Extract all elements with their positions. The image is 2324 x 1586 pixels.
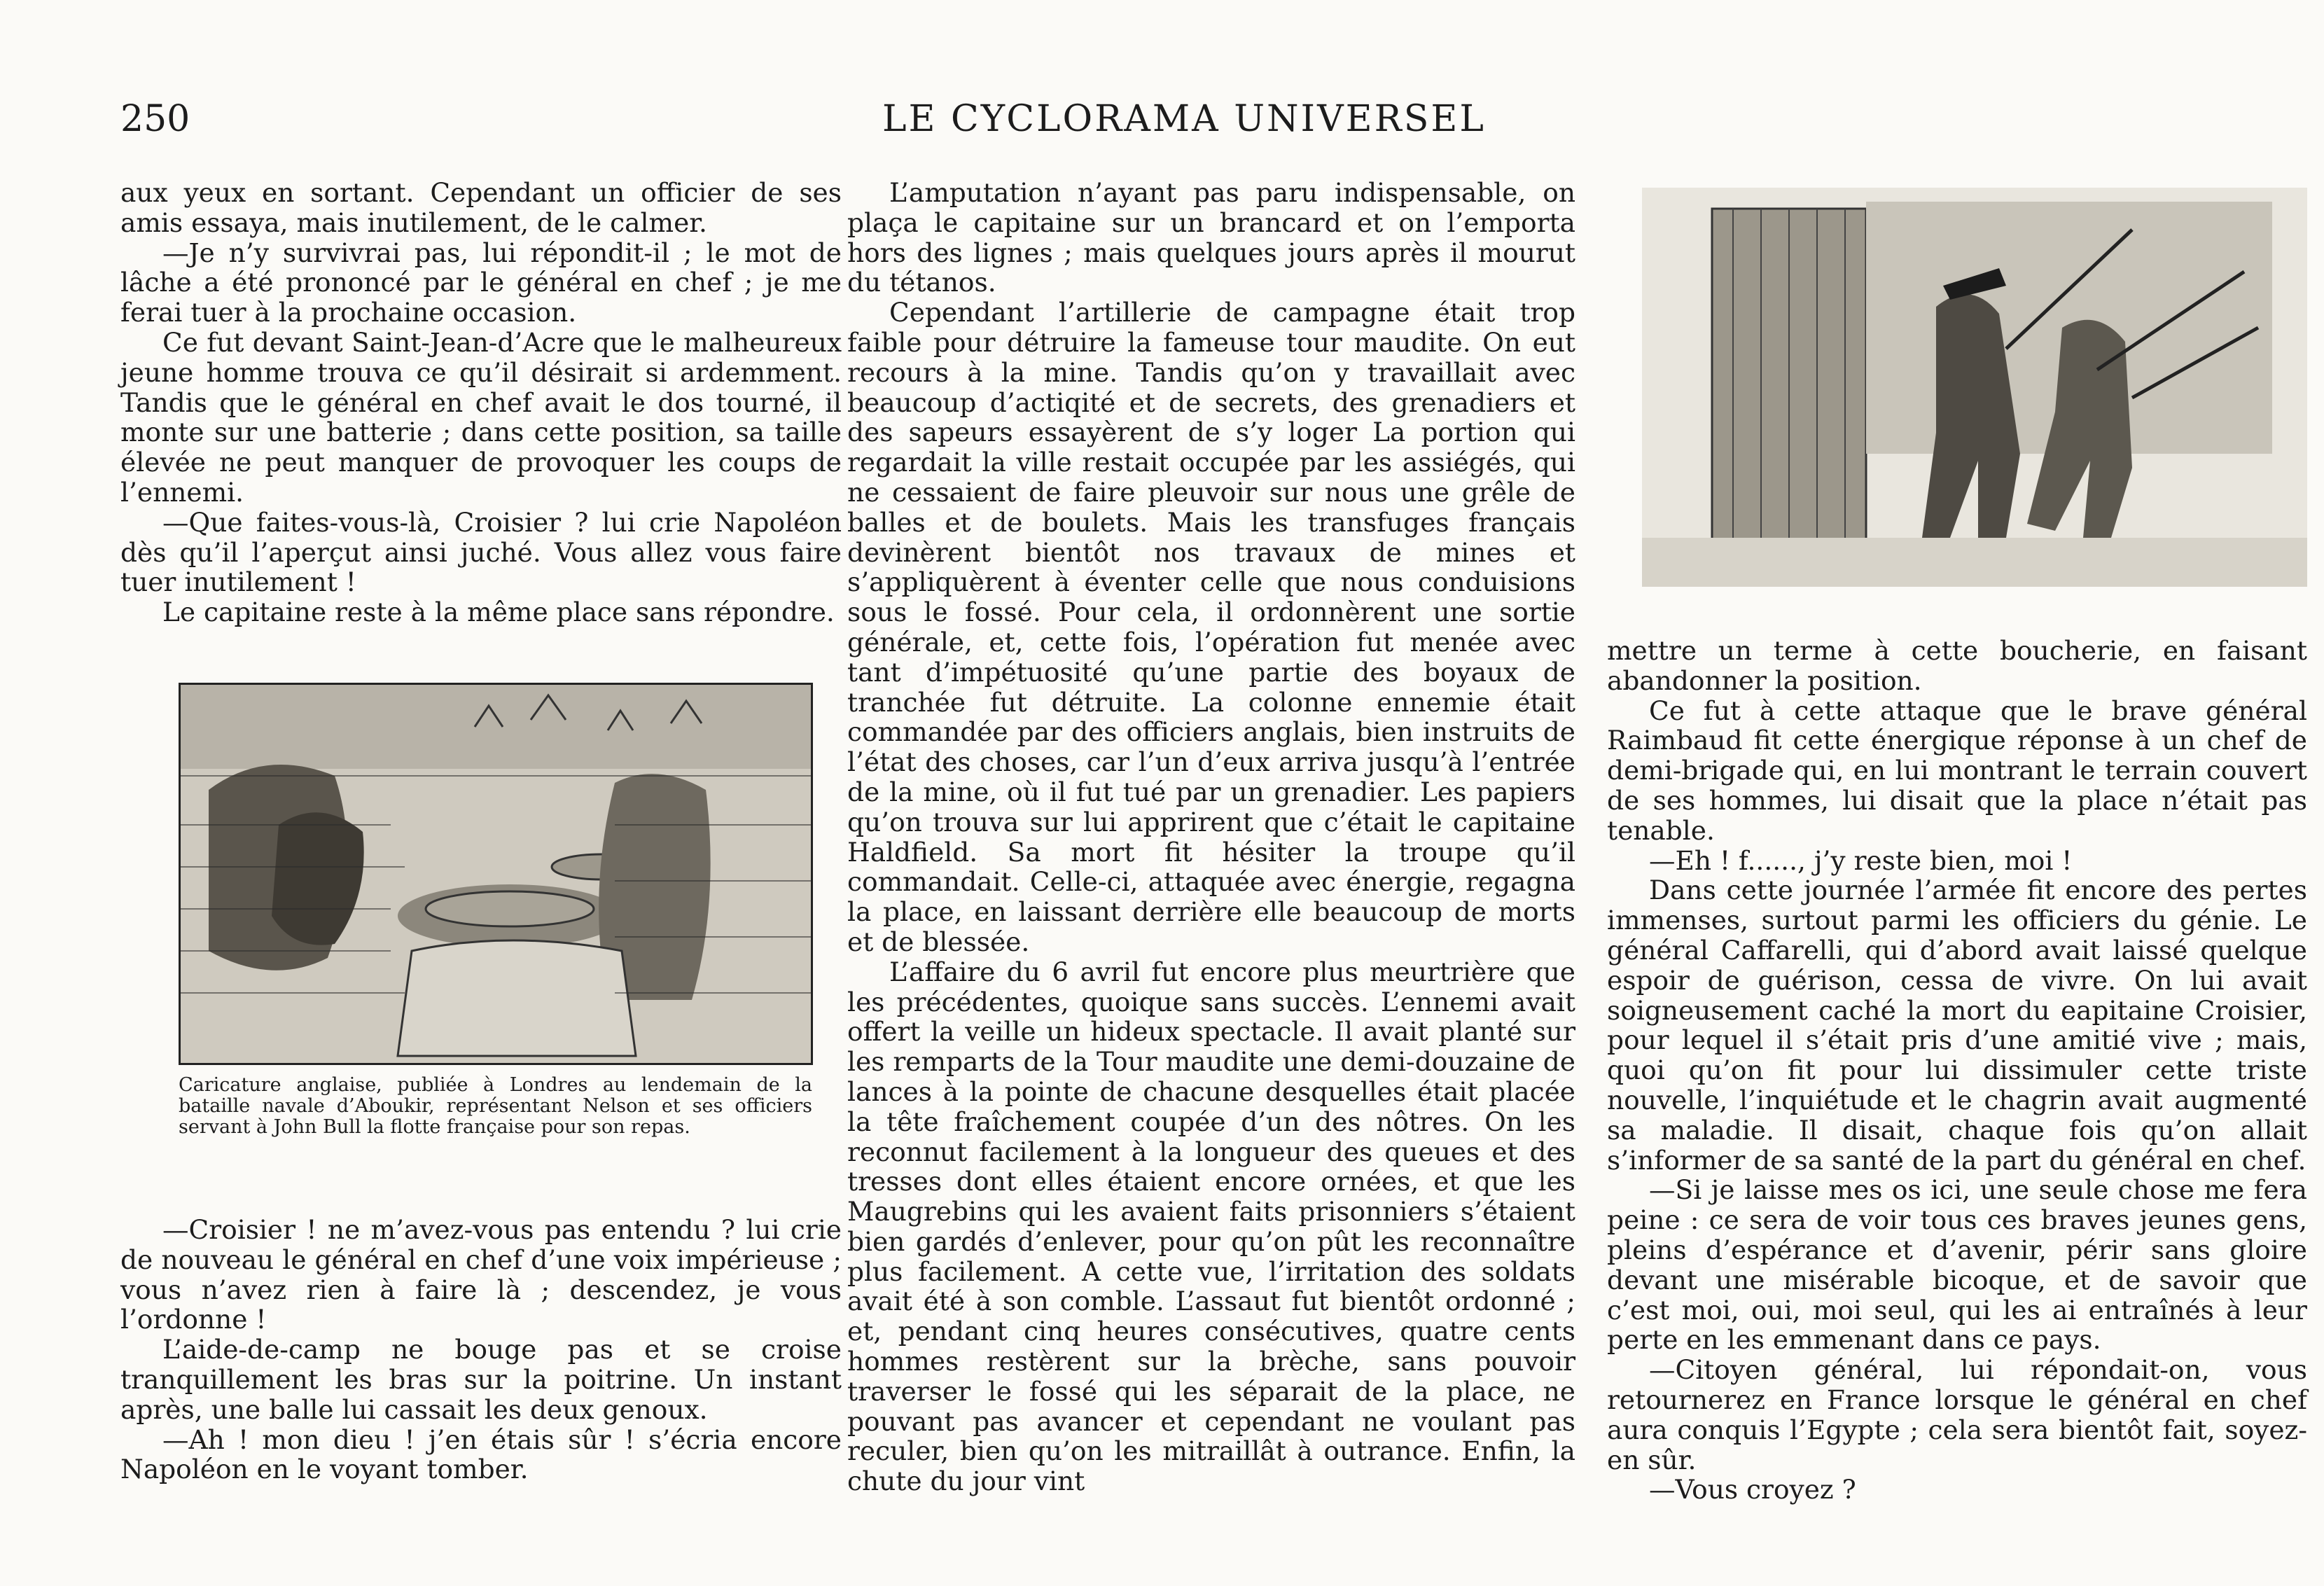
paragraph: Dans cette journée l’armée fit encore des pertes immenses, surtout parmi les officiers du génie. Le général Caffarelli, qui d’abord avait laissé quelque espoir de guérison, cessa de vivre. On lui avait soigneusement caché la mort du eapitaine Croisier, pour lequel il s’était pris d’une amitié vive ; mais, quoi qu’on fit pour lui dissimuler cette triste nouvelle, l’inquiétude et le chagrin avait augmenté sa maladie. Il disait, chaque fois qu’on allait s’informer de sa santé de la part du général en chef.: [1607, 875, 2307, 1176]
paragraph: Le capitaine reste à la même place sans répondre.: [162, 597, 835, 628]
paragraph: —Ah ! mon dieu ! j’en étais sûr ! s’écria encore Napoléon en le voyant tomber.: [120, 1424, 842, 1485]
column-2: [847, 178, 1575, 1496]
figure-caption: Caricature anglaise, publiée à Londres au lendemain de la bataille navale d’Aboukir, représentant Nelson et ses officiers servant à John Bull la flotte française pour son repas.: [179, 1074, 812, 1138]
journal-title: LE CYCLORAMA UNIVERSEL: [882, 98, 1486, 140]
paragraph: —Si je laisse mes os ici, une seule chose me fera peine : ce sera de voir tous ces braves jeunes gens, pleins d’espérance et d’avenir, périr sans gloire devant une misérable bicoque, et de savoir que c’est moi, oui, moi seul, qui les ai entraînés à leur perte en les emmenant dans ce pays.: [1607, 1174, 2307, 1356]
siege-illustration: [1642, 188, 2307, 587]
paragraph: Cependant l’artillerie de campagne était trop faible pour détruire la fameuse tour maudite. On eut recours à la mine. Tandis qu’on y travaillait avec beaucoup d’actiqité et de secrets, des grenadiers et des sapeurs essayèrent de s’y loger La portion qui regardait la ville restait occupée par les assiégés, qui ne cessaient de faire pleuvoir sur nous une grêle de balles et de boulets. Mais les transfuges français devinèrent bientôt nos travaux de mines et s’appliquèrent à éventer celle que nous conduisions sous le fossé. Pour cela, il ordonnèrent une sortie générale, et, cette fois, l’opération fut menée avec tant d’impétuosité qu’une partie des boyaux de tranchée fut détruite. La colonne ennemie était commandée par des officiers anglais, bien instruits de l’état des choses, car l’un d’eux arriva jusqu’à l’entrée de la mine, où il fut tué par un grenadier. Les papiers qu’on trouva sur lui apprirent que c’était le capitaine Haldfield. Sa mort fit hésiter la troupe qu’il commandait. Celle-ci, attaquée avec énergie, regagna la place, en laissant derrière elle beaucoup de morts et de blessée.: [847, 297, 1575, 957]
paragraph: Ce fut devant Saint-Jean-d’Acre que le malheureux jeune homme trouva ce qu’il désirait si ardemment. Tandis que le général en chef avait le dos tourné, il monte sur une batterie ; dans cette position, sa taille élevée ne peut manquer de provoquer les coups de l’ennemi.: [120, 326, 842, 508]
paragraph: —Citoyen général, lui répondait-on, vous retournerez en France lorsque le général en chef aura conquis l’Egypte ; cela sera bientôt fait, soyez-en sûr.: [1607, 1354, 2307, 1475]
paragraph: aux yeux en sortant. Cependant un officier de ses amis essaya, mais inutilement, de le calmer.: [120, 177, 842, 238]
paragraph: L’affaire du 6 avril fut encore plus meurtrière que les précédentes, quoique sans succès. L’ennemi avait offert la veille un hideux spectacle. Il avait planté sur les remparts de la Tour maudite une demi-douzaine de lances à la pointe de chacune desquelles était placée la tête fraîchement coupée d’un des nôtres. On les reconnut facilement à la longueur des queues et des tresses dont elles étaient encore ornées, et que les Maugrebins qui les avaient faits prisonniers s’étaient bien gardés d’enlever, pour qu’on pût les reconnaître plus facilement. A cette vue, l’irritation des soldats avait été à son comble. L’assaut fut bientôt ordonné ; et, pendant cinq heures consécutives, quatre cents hommes restèrent sur la brèche, sans pouvoir traverser le fossé qui les séparait de la place, ne pouvant pas avancer et cependant ne voulant pas reculer, bien qu’on les mitraillât à outrance. Enfin, la chute du jour vint: [847, 956, 1576, 1497]
paragraph: mettre un terme à cette boucherie, en faisant abandonner la position.: [1607, 635, 2307, 696]
paragraph: L’aide-de-camp ne bouge pas et se croise tranquillement les bras sur la poitrine. Un instant après, une balle lui cassait les deux genoux.: [120, 1334, 842, 1425]
paragraph: —Vous croyez ?: [1649, 1474, 1856, 1505]
paragraph: Ce fut à cette attaque que le brave général Raimbaud fit cette énergique réponse à un chef de demi-brigade qui, en lui montrant le terrain couvert de ses hommes, lui disait que la place n’était pas tenable.: [1607, 695, 2307, 846]
paragraph: —Je n’y survivrai pas, lui répondit-il ; le mot de lâche a été prononcé par le général en chef ; je me ferai tuer à la prochaine occasion.: [120, 237, 842, 328]
paragraph: —Que faites-vous-là, Croisier ? lui crie Napoléon dès qu’il l’aperçut ainsi juché. Vous allez vous faire tuer inutilement !: [120, 506, 842, 598]
paragraph: —Eh ! f......, j’y reste bien, moi !: [1649, 844, 2073, 876]
paragraph: —Croisier ! ne m’avez-vous pas entendu ? lui crie de nouveau le général en chef d’une voix impérieuse ; vous n’avez rien à faire là ; descendez, je vous l’ordonne !: [120, 1214, 842, 1335]
column-1-top: [120, 178, 842, 627]
caricature-illustration: [179, 683, 813, 1065]
page-number: 250: [120, 98, 190, 140]
column-3: [1607, 636, 2307, 1505]
paragraph: L’amputation n’ayant pas paru indispensable, on plaça le capitaine sur un brancard et on l’emporta hors des lignes ; mais quelques jours après il mourut du tétanos.: [847, 177, 1575, 298]
column-1-bottom: [120, 1215, 842, 1484]
